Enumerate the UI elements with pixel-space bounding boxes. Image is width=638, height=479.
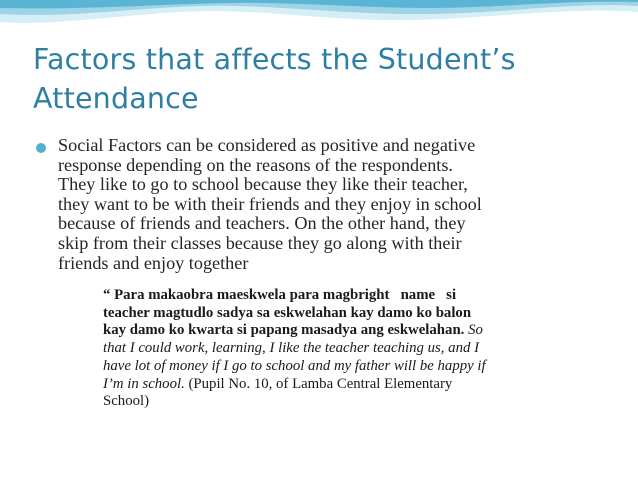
bullet-line: Social Factors can be considered as positive and negative — [58, 135, 476, 155]
title-line: Attendance — [33, 82, 199, 115]
bullet-item — [36, 136, 611, 273]
bullet-line: they want to be with their friends and they enjoy in school — [58, 193, 482, 214]
bullet-line: skip from their classes because they go along with their — [58, 232, 462, 253]
bullet-line: because of friends and teachers. On the other hand, they — [58, 213, 466, 234]
quote-line: have lot of money if I go to school and my father will be happy if — [103, 357, 486, 374]
quote-citation: (Pupil No. 10, of Lamba Central Elementary — [188, 375, 453, 392]
bullet-line: friends and enjoy together — [58, 252, 249, 273]
quote-line: School) — [103, 393, 150, 410]
header-wave-decoration — [0, 0, 638, 40]
bullet-line: response depending on the reasons of the respondents. — [58, 154, 453, 175]
quote-line: teacher magtudlo sadya sa eskwelahan kay damo ko balon — [103, 304, 472, 321]
respondent-quote — [103, 287, 613, 411]
title-line: Factors that affects the Student’s — [33, 43, 516, 76]
quote-line: “ Para makaobra maeskwela para magbright name si — [103, 287, 457, 303]
circle-bullet-icon — [36, 143, 46, 153]
bullet-line: They like to go to school because they like their teacher, — [58, 174, 468, 195]
bullet-text — [58, 136, 611, 273]
slide-title — [33, 40, 613, 118]
quote-line: I’m in school. (Pupil No. 10, of Lamba Central Elementary — [103, 375, 453, 392]
quote-line: that I could work, learning, I like the teacher teaching us, and I — [103, 340, 480, 357]
quote-line: kay damo ko kwarta si papang masadya ang eskwelahan. So — [103, 322, 483, 339]
